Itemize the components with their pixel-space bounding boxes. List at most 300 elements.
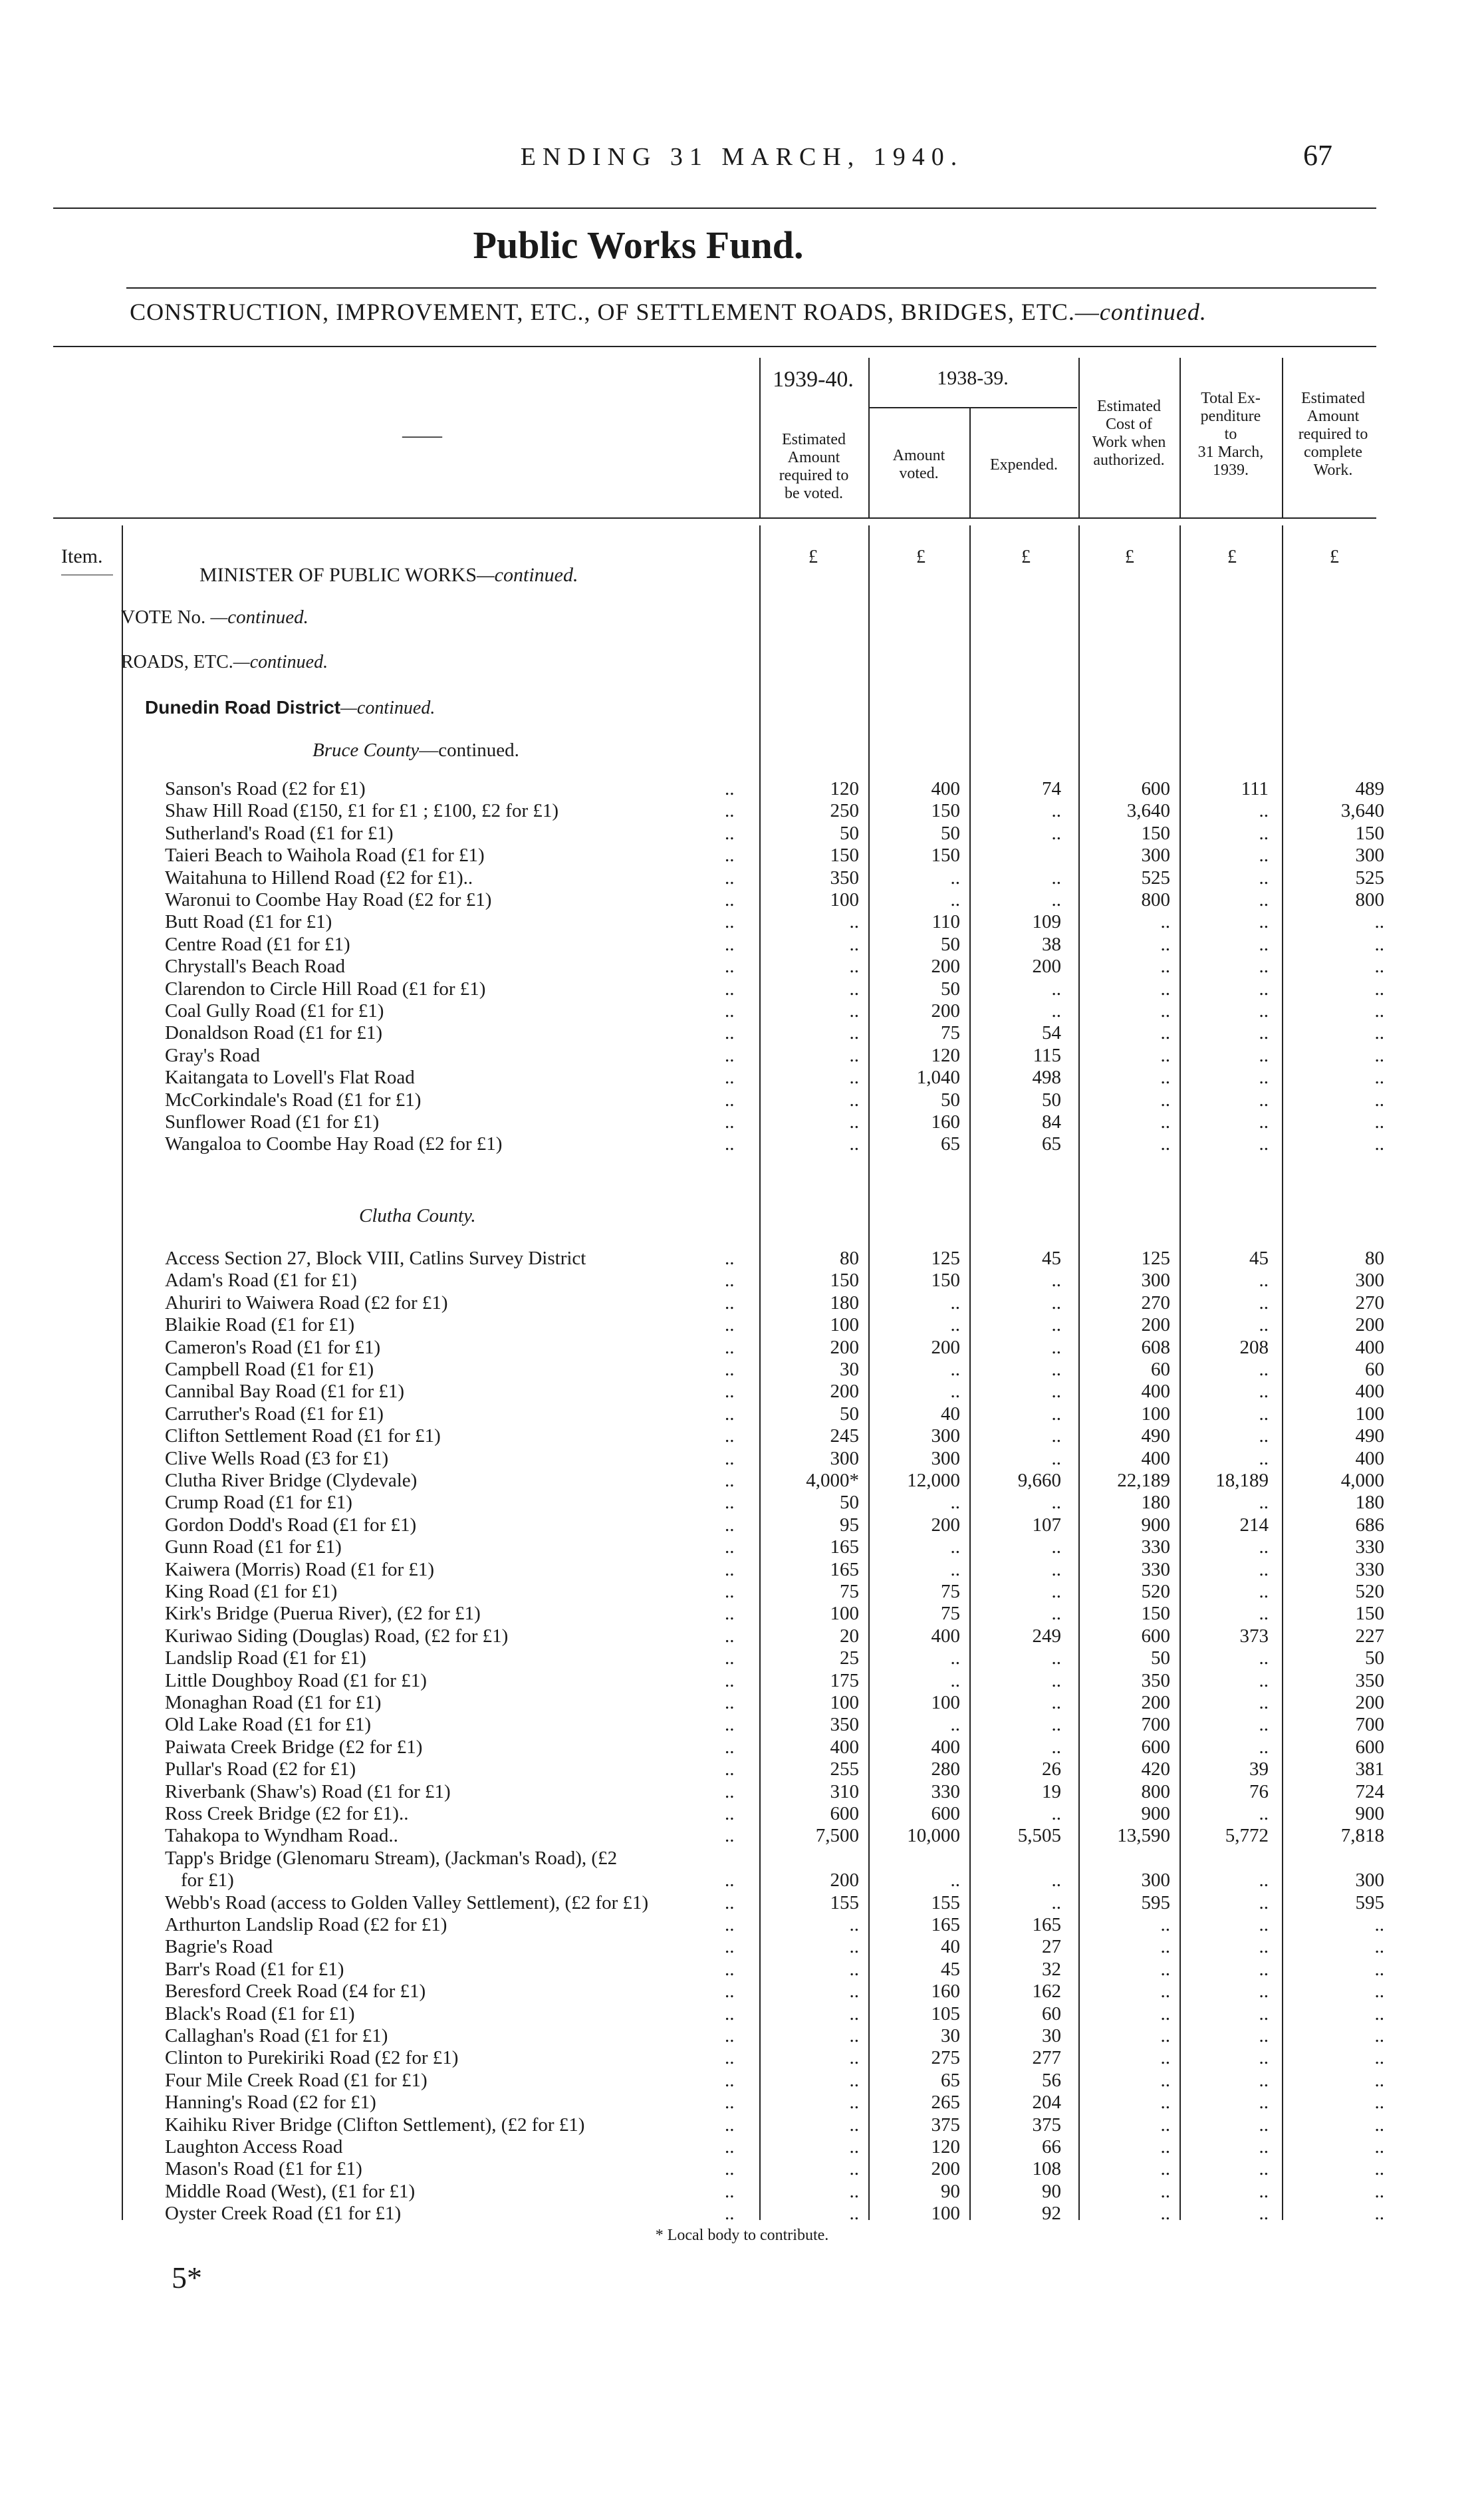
cell-expended: .. xyxy=(1051,1447,1061,1469)
row-label: Carruther's Road (£1 for £1) xyxy=(165,1403,384,1425)
row-label: Four Mile Creek Road (£1 for £1) xyxy=(165,2069,428,2091)
cell-expended: 84 xyxy=(1042,1111,1061,1133)
cell-voted: .. xyxy=(950,1359,960,1380)
cell-est-cost: .. xyxy=(1160,2203,1170,2225)
cell-est-cost: 125 xyxy=(1141,1248,1170,1269)
cell-est-cost: 60 xyxy=(1151,1359,1170,1380)
section-vote xyxy=(121,607,309,628)
unit-symbol: £ xyxy=(916,547,926,567)
cell-total-exp: 18,189 xyxy=(1215,1470,1269,1491)
cell-voted: .. xyxy=(950,1381,960,1403)
cell-est-cost: .. xyxy=(1160,2114,1170,2136)
item-label: Item. xyxy=(61,545,103,567)
cell-est-cost: 420 xyxy=(1141,1758,1170,1780)
cell-est-required: 20 xyxy=(840,1625,859,1647)
cell-est-required: .. xyxy=(849,2136,859,2158)
header-est-cost xyxy=(1080,398,1178,470)
cell-total-exp: .. xyxy=(1259,1292,1269,1314)
cell-est-required: .. xyxy=(849,956,859,978)
folio-mark: 5* xyxy=(172,2261,202,2295)
row-label: Mason's Road (£1 for £1) xyxy=(165,2158,362,2180)
leader-dots: .. xyxy=(725,2180,735,2202)
cell-expended: 9,660 xyxy=(1017,1470,1061,1491)
cell-voted: .. xyxy=(950,1558,960,1580)
cell-complete: 150 xyxy=(1355,822,1384,844)
cell-expended: .. xyxy=(1051,1492,1061,1514)
cell-est-required: 100 xyxy=(830,1314,859,1336)
cell-expended: .. xyxy=(1051,1381,1061,1403)
cell-est-cost: 600 xyxy=(1141,1736,1170,1758)
leader-dots: .. xyxy=(725,1692,735,1713)
cell-complete: 381 xyxy=(1355,1758,1384,1780)
cell-est-cost: .. xyxy=(1160,956,1170,978)
cell-est-cost: 350 xyxy=(1141,1669,1170,1691)
row-label: Riverbank (Shaw's) Road (£1 for £1) xyxy=(165,1780,451,1802)
cell-complete: .. xyxy=(1374,2114,1384,2136)
row-label: Oyster Creek Road (£1 for £1) xyxy=(165,2203,402,2225)
cell-est-required: 4,000* xyxy=(806,1470,859,1491)
cell-complete: .. xyxy=(1374,933,1384,955)
cell-voted: .. xyxy=(950,1870,960,1891)
cell-est-required: 25 xyxy=(840,1647,859,1669)
header-line: required to xyxy=(779,467,849,484)
cell-expended: 26 xyxy=(1042,1758,1061,1780)
cell-complete: .. xyxy=(1374,2092,1384,2114)
row-label: Centre Road (£1 for £1) xyxy=(165,933,350,955)
header-total-expenditure xyxy=(1181,390,1281,480)
cell-est-cost: .. xyxy=(1160,978,1170,1000)
row-label: Kaitangata to Lovell's Flat Road xyxy=(165,1067,415,1089)
leader-dots: .. xyxy=(725,1248,735,1269)
row-label: Middle Road (West), (£1 for £1) xyxy=(165,2180,416,2202)
leader-dots: .. xyxy=(725,2158,735,2180)
cell-est-cost: .. xyxy=(1160,1958,1170,1980)
cell-est-required: .. xyxy=(849,1133,859,1155)
cell-complete: 724 xyxy=(1355,1780,1384,1802)
cell-complete: .. xyxy=(1374,2180,1384,2202)
cell-est-cost: 800 xyxy=(1141,889,1170,910)
leader-dots: .. xyxy=(725,2047,735,2069)
cell-est-cost: 490 xyxy=(1141,1425,1170,1447)
row-label: Crump Road (£1 for £1) xyxy=(165,1492,352,1514)
cell-est-cost: 330 xyxy=(1141,1558,1170,1580)
cell-total-exp: .. xyxy=(1259,1803,1269,1824)
header-line: voted. xyxy=(899,465,939,482)
cell-est-required: .. xyxy=(849,2069,859,2091)
cell-voted: 120 xyxy=(931,1044,960,1066)
cell-expended: 19 xyxy=(1042,1780,1061,1802)
cell-est-cost: .. xyxy=(1160,911,1170,933)
cell-expended: 30 xyxy=(1042,2025,1061,2046)
cell-complete: 330 xyxy=(1355,1536,1384,1558)
cell-expended: .. xyxy=(1051,1692,1061,1713)
cell-total-exp: .. xyxy=(1259,1022,1269,1044)
row-label: Clinton to Purekiriki Road (£2 for £1) xyxy=(165,2047,459,2069)
row-label: Clifton Settlement Road (£1 for £1) xyxy=(165,1425,441,1447)
header-rule-top xyxy=(53,346,1376,347)
cell-expended: 60 xyxy=(1042,2003,1061,2024)
cell-est-cost: 300 xyxy=(1141,1270,1170,1292)
header-line: Estimated xyxy=(1301,390,1365,407)
cell-total-exp: .. xyxy=(1259,1044,1269,1066)
cell-voted: 160 xyxy=(931,1981,960,2003)
cell-voted: 50 xyxy=(941,933,960,955)
cell-voted: 120 xyxy=(931,2136,960,2158)
cell-total-exp: .. xyxy=(1259,822,1269,844)
cell-est-required: .. xyxy=(849,2180,859,2202)
cell-est-cost: 600 xyxy=(1141,778,1170,799)
cell-voted: 165 xyxy=(931,1914,960,1935)
cell-est-cost: 595 xyxy=(1141,1891,1170,1913)
cell-est-cost: .. xyxy=(1160,1111,1170,1133)
cell-expended: 92 xyxy=(1042,2203,1061,2225)
cell-expended: .. xyxy=(1051,1891,1061,1913)
cell-expended: .. xyxy=(1051,1403,1061,1425)
cell-expended: 165 xyxy=(1032,1914,1061,1935)
cell-est-required: .. xyxy=(849,2158,859,2180)
cell-total-exp: .. xyxy=(1259,1647,1269,1669)
cell-complete: 7,818 xyxy=(1340,1825,1384,1847)
cell-complete: 700 xyxy=(1355,1714,1384,1736)
header-line: penditure xyxy=(1200,408,1261,425)
cell-est-required: .. xyxy=(849,933,859,955)
cell-total-exp: .. xyxy=(1259,867,1269,889)
cell-total-exp: .. xyxy=(1259,1736,1269,1758)
cell-voted: 200 xyxy=(931,2158,960,2180)
leader-dots: .. xyxy=(725,1981,735,2003)
cell-est-required: 165 xyxy=(830,1558,859,1580)
section-roads xyxy=(121,652,328,673)
leader-dots: .. xyxy=(725,1067,735,1089)
cell-est-required: 200 xyxy=(830,1381,859,1403)
hdr-vrule xyxy=(1078,358,1080,517)
header-line: 1939. xyxy=(1213,462,1249,479)
cell-complete: 350 xyxy=(1355,1669,1384,1691)
cell-complete: .. xyxy=(1374,1914,1384,1935)
cell-complete: 227 xyxy=(1355,1625,1384,1647)
cell-est-required: 200 xyxy=(830,1336,859,1358)
cell-complete: .. xyxy=(1374,2158,1384,2180)
cell-est-cost: .. xyxy=(1160,2069,1170,2091)
row-label: Kaiwera (Morris) Road (£1 for £1) xyxy=(165,1558,435,1580)
cell-est-cost: 800 xyxy=(1141,1780,1170,1802)
cell-est-cost: 100 xyxy=(1141,1403,1170,1425)
cell-est-cost: 200 xyxy=(1141,1314,1170,1336)
cell-expended: 50 xyxy=(1042,1089,1061,1111)
cell-est-cost: 3,640 xyxy=(1126,800,1170,822)
cell-complete: 300 xyxy=(1355,1870,1384,1891)
row-label: Waronui to Coombe Hay Road (£2 for £1) xyxy=(165,889,492,910)
leader-dots: .. xyxy=(725,1625,735,1647)
leader-dots: .. xyxy=(725,933,735,955)
cell-expended: 498 xyxy=(1032,1067,1061,1089)
leader-dots: .. xyxy=(725,1270,735,1292)
running-head: ENDING 31 MARCH, 1940. xyxy=(520,143,964,171)
subtitle-main: CONSTRUCTION, IMPROVEMENT, ETC., OF SETTLEMENT ROADS, BRIDGES, ETC.— xyxy=(130,299,1100,325)
cell-total-exp: 39 xyxy=(1249,1758,1269,1780)
row-label: Kuriwao Siding (Douglas) Road, (£2 for £1) xyxy=(165,1625,509,1647)
row-label: Beresford Creek Road (£4 for £1) xyxy=(165,1981,426,2003)
row-label: Landslip Road (£1 for £1) xyxy=(165,1647,366,1669)
row-label: Tapp's Bridge (Glenomaru Stream), (Jackman's Road), (£2 xyxy=(165,1847,618,1869)
cell-est-cost: .. xyxy=(1160,1000,1170,1022)
leader-dots: .. xyxy=(725,1000,735,1022)
section-minister xyxy=(199,564,578,587)
leader-dots: .. xyxy=(725,1825,735,1847)
cell-total-exp: .. xyxy=(1259,1447,1269,1469)
cell-total-exp: .. xyxy=(1259,1870,1269,1891)
header-line: authorized. xyxy=(1093,452,1165,469)
cell-expended: 74 xyxy=(1042,778,1061,799)
leader-dots: .. xyxy=(725,2025,735,2046)
cell-est-required: 100 xyxy=(830,1603,859,1625)
cell-est-required: .. xyxy=(849,978,859,1000)
cell-est-required: 165 xyxy=(830,1536,859,1558)
cell-voted: 150 xyxy=(931,800,960,822)
leader-dots: .. xyxy=(725,1958,735,1980)
cell-est-cost: 180 xyxy=(1141,1492,1170,1514)
cell-complete: .. xyxy=(1374,1067,1384,1089)
cell-voted: 330 xyxy=(931,1780,960,1802)
leader-dots: .. xyxy=(725,1780,735,1802)
leader-dots: .. xyxy=(725,2136,735,2158)
leader-dots: .. xyxy=(725,1022,735,1044)
cell-expended: 66 xyxy=(1042,2136,1061,2158)
header-line: Total Ex- xyxy=(1201,390,1261,407)
cell-voted: 125 xyxy=(931,1248,960,1269)
cell-total-exp: .. xyxy=(1259,2003,1269,2024)
cell-total-exp: .. xyxy=(1259,1133,1269,1155)
hdr-vrule xyxy=(1282,358,1283,517)
leader-dots: .. xyxy=(725,1914,735,1935)
cell-total-exp: .. xyxy=(1259,2025,1269,2046)
cell-expended: 32 xyxy=(1042,1958,1061,1980)
cell-expended: .. xyxy=(1051,1000,1061,1022)
cell-est-required: .. xyxy=(849,1914,859,1935)
row-label: Paiwata Creek Bridge (£2 for £1) xyxy=(165,1736,423,1758)
cell-voted: .. xyxy=(950,1714,960,1736)
row-label: Bagrie's Road xyxy=(165,1936,273,1958)
header-line: to xyxy=(1224,426,1237,443)
section-district-text: Dunedin Road District xyxy=(145,697,341,718)
row-label: Monaghan Road (£1 for £1) xyxy=(165,1692,382,1713)
cell-voted: 200 xyxy=(931,1514,960,1536)
cell-total-exp: .. xyxy=(1259,1669,1269,1691)
cell-est-required: 350 xyxy=(830,1714,859,1736)
cell-est-cost: .. xyxy=(1160,2136,1170,2158)
row-label: Adam's Road (£1 for £1) xyxy=(165,1270,357,1292)
header-year-1939-40: 1939-40. xyxy=(773,367,854,392)
leader-dots: .. xyxy=(725,845,735,867)
cell-voted: 150 xyxy=(931,1270,960,1292)
cell-est-cost: 300 xyxy=(1141,845,1170,867)
cell-est-required: .. xyxy=(849,2203,859,2225)
cell-expended: 56 xyxy=(1042,2069,1061,2091)
cell-complete: .. xyxy=(1374,1022,1384,1044)
cell-est-required: 310 xyxy=(830,1780,859,1802)
section-vote-cont: —continued. xyxy=(210,607,309,628)
cell-est-cost: 300 xyxy=(1141,1870,1170,1891)
cell-est-required: 150 xyxy=(830,845,859,867)
cell-est-required: 245 xyxy=(830,1425,859,1447)
cell-voted: 200 xyxy=(931,956,960,978)
cell-est-cost: .. xyxy=(1160,1022,1170,1044)
cell-total-exp: 111 xyxy=(1241,778,1269,799)
cell-voted: 150 xyxy=(931,845,960,867)
header-amount-voted xyxy=(870,447,968,483)
cell-expended: 45 xyxy=(1042,1248,1061,1269)
section-minister-cont: —continued. xyxy=(477,564,578,586)
cell-est-cost: 600 xyxy=(1141,1625,1170,1647)
cell-est-required: 250 xyxy=(830,800,859,822)
body-vrule xyxy=(759,525,761,2220)
cell-expended: .. xyxy=(1051,1558,1061,1580)
cell-expended: .. xyxy=(1051,822,1061,844)
cell-total-exp: .. xyxy=(1259,1558,1269,1580)
leader-dots: .. xyxy=(725,1044,735,1066)
cell-total-exp: .. xyxy=(1259,1381,1269,1403)
leader-dots: .. xyxy=(725,2003,735,2024)
cell-est-cost: 400 xyxy=(1141,1447,1170,1469)
cell-total-exp: .. xyxy=(1259,911,1269,933)
row-label: Black's Road (£1 for £1) xyxy=(165,2003,355,2024)
cell-complete: 900 xyxy=(1355,1803,1384,1824)
row-label: Butt Road (£1 for £1) xyxy=(165,911,332,933)
row-label: Clutha River Bridge (Clydevale) xyxy=(165,1470,418,1491)
cell-expended: .. xyxy=(1051,1270,1061,1292)
cell-complete: 60 xyxy=(1365,1359,1384,1380)
cell-total-exp: .. xyxy=(1259,1425,1269,1447)
row-label: Cannibal Bay Road (£1 for £1) xyxy=(165,1381,405,1403)
cell-est-required: 400 xyxy=(830,1736,859,1758)
row-label: Gunn Road (£1 for £1) xyxy=(165,1536,342,1558)
cell-expended: .. xyxy=(1051,1359,1061,1380)
header-est-complete xyxy=(1283,390,1383,480)
cell-voted: .. xyxy=(950,1647,960,1669)
row-label: Ross Creek Bridge (£2 for £1).. xyxy=(165,1803,409,1824)
cell-total-exp: .. xyxy=(1259,956,1269,978)
cell-complete: 686 xyxy=(1355,1514,1384,1536)
leader-dots: .. xyxy=(725,1470,735,1491)
leader-dots: .. xyxy=(725,1381,735,1403)
cell-voted: 600 xyxy=(931,1803,960,1824)
page-title: Public Works Fund. xyxy=(473,223,804,267)
leader-dots: .. xyxy=(725,1870,735,1891)
cell-complete: 80 xyxy=(1365,1248,1384,1269)
cell-est-cost: 900 xyxy=(1141,1803,1170,1824)
cell-total-exp: .. xyxy=(1259,1111,1269,1133)
row-label: Arthurton Landslip Road (£2 for £1) xyxy=(165,1914,447,1935)
cell-voted: 160 xyxy=(931,1111,960,1133)
cell-total-exp: 208 xyxy=(1239,1336,1269,1358)
cell-total-exp: .. xyxy=(1259,845,1269,867)
row-label: Wangaloa to Coombe Hay Road (£2 for £1) xyxy=(165,1133,503,1155)
cell-total-exp: .. xyxy=(1259,1403,1269,1425)
cell-est-required: 175 xyxy=(830,1669,859,1691)
cell-complete: 525 xyxy=(1355,867,1384,889)
cell-voted: 30 xyxy=(941,2025,960,2046)
cell-est-required: .. xyxy=(849,2092,859,2114)
cell-est-cost: 330 xyxy=(1141,1536,1170,1558)
row-label: Access Section 27, Block VIII, Catlins Survey District xyxy=(165,1248,586,1269)
cell-complete: .. xyxy=(1374,2136,1384,2158)
row-label: Hanning's Road (£2 for £1) xyxy=(165,2092,376,2114)
cell-voted: .. xyxy=(950,1536,960,1558)
leader-dots: .. xyxy=(725,1089,735,1111)
cell-complete: .. xyxy=(1374,956,1384,978)
leader-dots: .. xyxy=(725,1536,735,1558)
cell-est-required: 30 xyxy=(840,1359,859,1380)
cell-total-exp: .. xyxy=(1259,1270,1269,1292)
cell-expended: .. xyxy=(1051,1581,1061,1602)
leader-dots: .. xyxy=(725,1803,735,1824)
leader-dots: .. xyxy=(725,889,735,910)
row-label: Kaihiku River Bridge (Clifton Settlement), (£2 for £1) xyxy=(165,2114,585,2136)
cell-est-cost: .. xyxy=(1160,1936,1170,1958)
cell-est-required: .. xyxy=(849,2003,859,2024)
row-label-continued: for £1) xyxy=(181,1870,234,1891)
cell-expended: .. xyxy=(1051,978,1061,1000)
row-label: Donaldson Road (£1 for £1) xyxy=(165,1022,383,1044)
cell-est-cost: .. xyxy=(1160,1089,1170,1111)
cell-expended: 65 xyxy=(1042,1133,1061,1155)
cell-est-required: .. xyxy=(849,1044,859,1066)
row-label: Little Doughboy Road (£1 for £1) xyxy=(165,1669,427,1691)
subtitle-continued: continued. xyxy=(1099,299,1207,325)
cell-est-required: 150 xyxy=(830,1270,859,1292)
cell-expended: .. xyxy=(1051,1336,1061,1358)
unit-symbol: £ xyxy=(808,547,818,567)
cell-total-exp: .. xyxy=(1259,1891,1269,1913)
cell-total-exp: 76 xyxy=(1249,1780,1269,1802)
leader-dots: .. xyxy=(725,1603,735,1625)
cell-est-cost: 200 xyxy=(1141,1692,1170,1713)
cell-total-exp: .. xyxy=(1259,1936,1269,1958)
cell-complete: 330 xyxy=(1355,1558,1384,1580)
section-roads-cont: —continued. xyxy=(233,652,328,672)
cell-complete: .. xyxy=(1374,2069,1384,2091)
cell-est-required: .. xyxy=(849,2025,859,2046)
header-line: required to xyxy=(1298,426,1368,443)
cell-est-required: 100 xyxy=(830,889,859,910)
leader-dots: .. xyxy=(725,911,735,933)
cell-total-exp: .. xyxy=(1259,1067,1269,1089)
cell-total-exp: .. xyxy=(1259,1714,1269,1736)
cell-total-exp: 373 xyxy=(1239,1625,1269,1647)
cell-complete: 200 xyxy=(1355,1314,1384,1336)
section-bruce-cont: —continued. xyxy=(419,740,519,761)
row-label: Chrystall's Beach Road xyxy=(165,956,346,978)
row-label: Barr's Road (£1 for £1) xyxy=(165,1958,344,1980)
cell-total-exp: .. xyxy=(1259,933,1269,955)
cell-est-required: 95 xyxy=(840,1514,859,1536)
unit-symbol: £ xyxy=(1330,547,1339,567)
cell-complete: 150 xyxy=(1355,1603,1384,1625)
cell-est-cost: .. xyxy=(1160,2025,1170,2046)
cell-expended: 90 xyxy=(1042,2180,1061,2202)
leader-dots: .. xyxy=(725,1425,735,1447)
cell-voted: 50 xyxy=(941,1089,960,1111)
cell-est-cost: .. xyxy=(1160,1133,1170,1155)
hdr-vrule xyxy=(1179,358,1181,517)
cell-total-exp: .. xyxy=(1259,2158,1269,2180)
cell-complete: 800 xyxy=(1355,889,1384,910)
leader-dots: .. xyxy=(725,1447,735,1469)
cell-voted: .. xyxy=(950,1669,960,1691)
row-label: Callaghan's Road (£1 for £1) xyxy=(165,2025,388,2046)
leader-dots: .. xyxy=(725,800,735,822)
cell-est-cost: .. xyxy=(1160,1067,1170,1089)
